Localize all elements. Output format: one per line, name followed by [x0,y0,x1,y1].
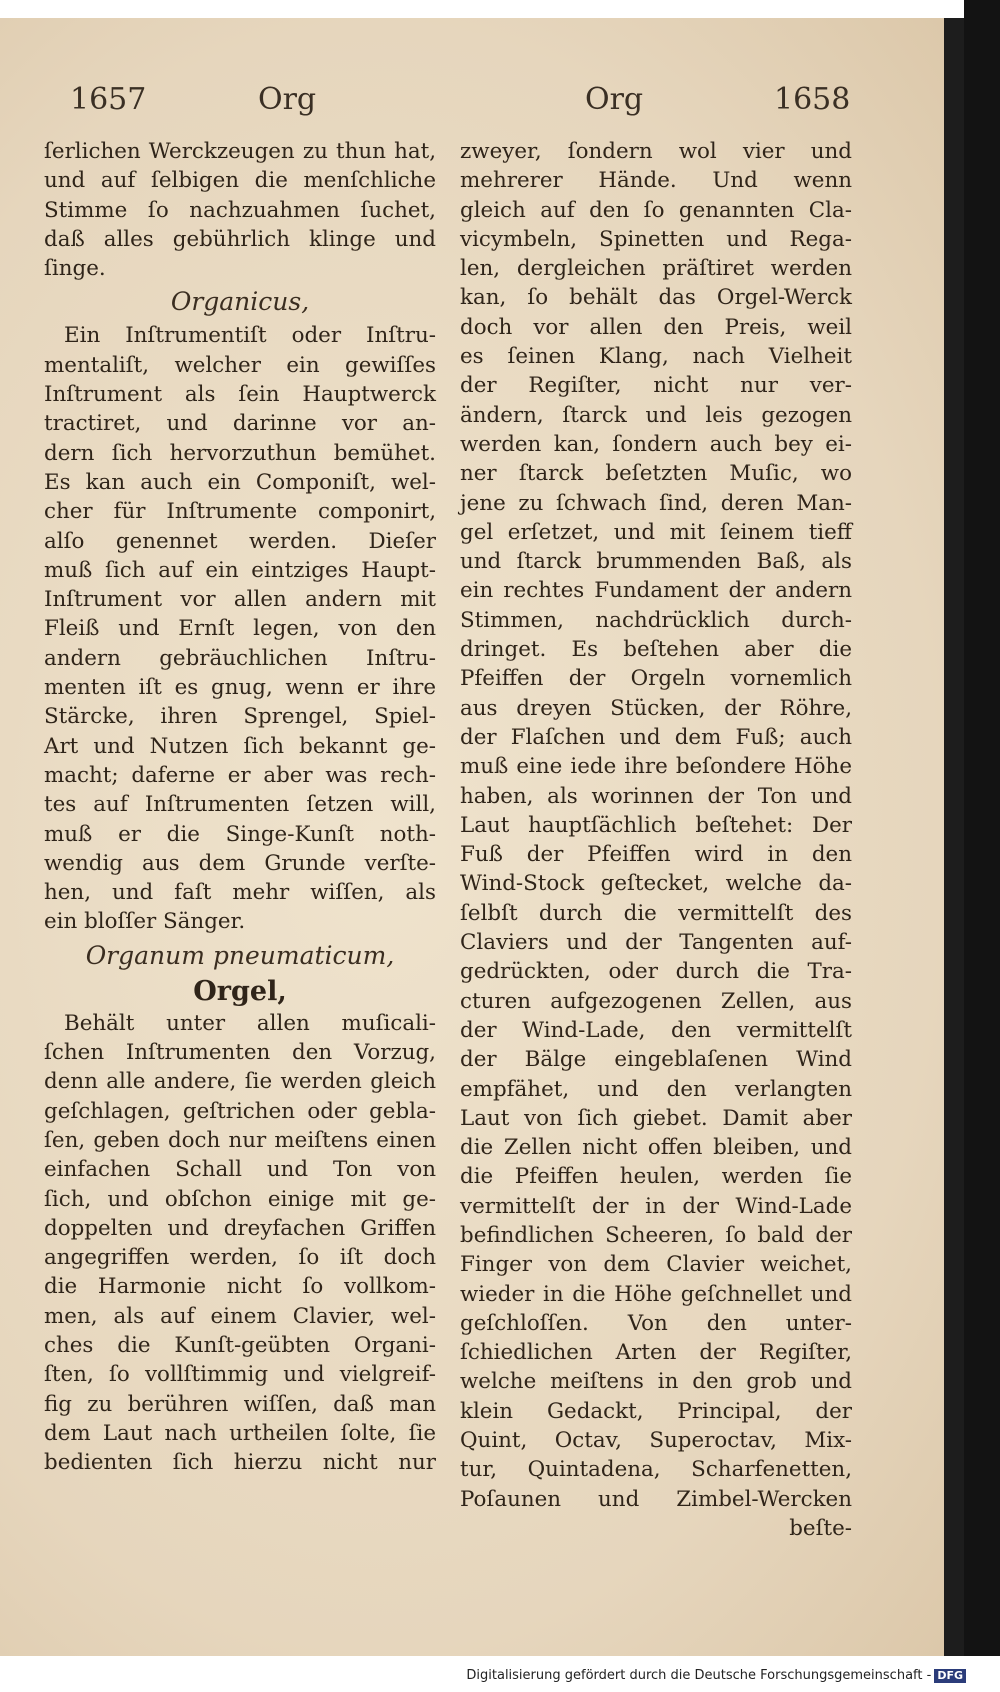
text-line: Laut hauptſächlich beſtehet: Der [460,812,852,838]
text-line: der Flaſchen und dem Fuß; auch [460,724,852,750]
dfg-logo: DFG [934,1669,966,1683]
text-line: Wind-Stock geſtecket, welche da- [460,871,852,897]
text-line: die Harmonie nicht ſo vollkom- [44,1274,436,1300]
text-line: der Regiſter, nicht nur ver- [460,373,852,399]
text-line: hen, und faſt mehr wiſſen, als [44,880,436,906]
text-line: gleich auf den ſo genannten Cla- [460,197,852,223]
text-line: aus dreyen Stücken, der Röhre, [460,695,852,721]
text-line: macht; daferne er aber was rech- [44,762,436,788]
text-line: kan, ſo behält das Orgel-Werck [460,285,852,311]
text-line: Fuß der Pfeiffen wird in den [460,842,852,868]
text-line: Stimmen, nachdrücklich durch- [460,607,852,633]
right-column [460,137,852,1543]
text-line: Finger von dem Clavier weichet, [460,1252,852,1278]
text-line: dem Laut nach urtheilen ſolte, ſie [44,1420,436,1446]
text-line: Inſtrument als ſein Hauptwerck [44,382,436,408]
text-line: ſinge. [44,256,106,282]
text-line: alſo genennet werden. Dieſer [44,528,436,554]
text-line: welche meiſtens in den grob und [460,1369,852,1395]
scan-dark-border [964,0,1000,1692]
text-line: Ein Inſtrumentiſt oder Inſtru- [64,323,436,349]
text-line: cturen aufgezogenen Zellen, aus [460,988,852,1014]
text-line: die Pfeiffen heulen, werden ſie [460,1164,852,1190]
right-running-head: Org [585,82,644,117]
text-line: Behält unter allen muſicali- [64,1010,436,1036]
text-line: fig zu berühren wiſſen, daß man [44,1391,436,1417]
text-line: daß alles gebührlich klinge und [44,226,436,252]
text-line: ein rechtes Fundament der andern [460,578,852,604]
entry-heading-organum: Organum pneumaticum, [85,940,395,970]
text-line: geſchlagen, geſtrichen oder gebla- [44,1098,436,1124]
text-line: Es kan auch ein Componiſt, wel- [44,469,436,495]
text-line: wendig aus dem Grunde verſte- [44,850,436,876]
text-line: dringet. Es beſtehen aber die [460,637,852,663]
text-line: der Bälge eingeblaſenen Wind [460,1047,852,1073]
text-line: doppelten und dreyfachen Griffen [44,1215,436,1241]
text-line: andern gebräuchlichen Inſtru- [44,645,436,671]
text-line: die Zellen nicht offen bleiben, und [460,1135,852,1161]
left-column [44,137,436,1477]
text-line: ner ſtarck beſetzten Muſic, wo [460,461,852,487]
text-line: haben, als worinnen der Ton und [460,783,852,809]
text-line: und auf ſelbigen die menſchliche [44,168,436,194]
text-line: muß er die Singe-Kunſt noth- [44,821,436,847]
text-line: denn alle andere, ſie werden gleich [44,1069,436,1095]
text-line: mehrerer Hände. Und wenn [460,168,852,194]
text-line: es ſeinen Klang, nach Vielheit [460,344,852,370]
text-line: Pfeiffen der Orgeln vornemlich [460,666,852,692]
text-line: Art und Nutzen ſich bekannt ge- [44,733,436,759]
text-line: muß ſich auf ein eintziges Haupt- [44,557,436,583]
text-line: dern ſich hervorzuthun bemühet. [44,440,436,466]
entry-heading-orgel: Orgel, [193,975,287,1007]
text-line: ändern, ſtarck und leis gezogen [460,402,852,428]
text-line: gedrückten, oder durch die Tra- [460,959,852,985]
text-line: ſelbſt durch die vermittelſt des [460,900,852,926]
text-line: Inſtrument vor allen andern mit [44,587,436,613]
text-line: geſchloſſen. Von den unter- [460,1310,852,1336]
text-line: Claviers und der Tangenten auf- [460,930,852,956]
text-line: bedienten ſich hierzu nicht nur [44,1450,436,1476]
text-line: mentaliſt, welcher ein gewiſſes [44,352,436,378]
right-page-number: 1658 [774,82,851,117]
text-line: klein Gedackt, Principal, der [460,1398,852,1424]
text-line: gel erſetzet, und mit ſeinem tieff [460,519,852,545]
catchword: beſte- [789,1515,852,1541]
text-line: vicymbeln, Spinetten und Rega- [460,226,852,252]
text-line: wieder in die Höhe geſchnellet und [460,1281,852,1307]
text-line: Laut von ſich giebet. Damit aber [460,1105,852,1131]
text-line: ſchiedlichen Arten der Regiſter, [460,1340,852,1366]
text-line: len, dergleichen präſtiret werden [460,256,852,282]
text-line: ches die Kunſt-geübten Organi- [44,1332,436,1358]
text-line: muß eine iede ihre beſondere Höhe [460,754,852,780]
footer-credit-text: Digitalisierung gefördert durch die Deutsche Forschungsgemeinschaft - [466,1668,932,1683]
text-line: ſten, ſo vollſtimmig und vielgreif- [44,1362,436,1388]
text-line: ein bloſſer Sänger. [44,909,246,935]
text-line: men, als auf einem Clavier, wel- [44,1303,436,1329]
left-page-number: 1657 [70,82,147,117]
text-line: Stärcke, ihren Sprengel, Spiel- [44,704,436,730]
text-line: Stimme ſo nachzuahmen ſuchet, [44,197,436,223]
left-running-head: Org [258,82,317,117]
text-line: ſerlichen Werckzeugen zu thun hat, [44,139,436,164]
text-line: ſen, geben doch nur meiſtens einen [44,1127,436,1153]
text-line: und ſtarck brummenden Baß, als [460,549,852,575]
text-line: menten iſt es gnug, wenn er ihre [44,675,436,701]
text-line: befindlichen Scheeren, ſo bald der [460,1222,852,1248]
entry-heading-organicus: Organicus, [170,287,310,317]
text-line: tractiret, und darinne vor an- [44,411,436,437]
text-line: angegriffen werden, ſo iſt doch [44,1245,436,1271]
text-line: der Wind-Lade, den vermittelſt [460,1017,852,1043]
text-line: jene zu ſchwach ſind, deren Man- [460,490,852,516]
page-edge-shadow [944,18,964,1656]
footer-credit [466,1668,966,1683]
text-line: Fleiß und Ernſt legen, von den [44,616,436,642]
text-line: cher für Inſtrumente componirt, [44,499,436,525]
text-line: Poſaunen und Zimbel-Wercken [460,1486,852,1512]
text-line: empfähet, und den verlangten [460,1076,852,1102]
text-line: ſich, und obſchon einige mit ge- [44,1186,436,1212]
text-line: zweyer, ſondern wol vier und [460,139,852,164]
text-line: ſchen Inſtrumenten den Vorzug, [44,1040,436,1066]
text-line: tur, Quintadena, Scharfenetten, [460,1457,852,1483]
text-line: tes auf Inſtrumenten ſetzen will, [44,792,436,818]
text-line: doch vor allen den Preis, weil [460,314,852,340]
text-line: einfachen Schall und Ton von [44,1157,436,1183]
text-line: vermittelſt der in der Wind-Lade [460,1193,852,1219]
text-line: Quint, Octav, Superoctav, Mix- [460,1428,852,1454]
text-line: werden kan, ſondern auch bey ei- [460,431,852,457]
